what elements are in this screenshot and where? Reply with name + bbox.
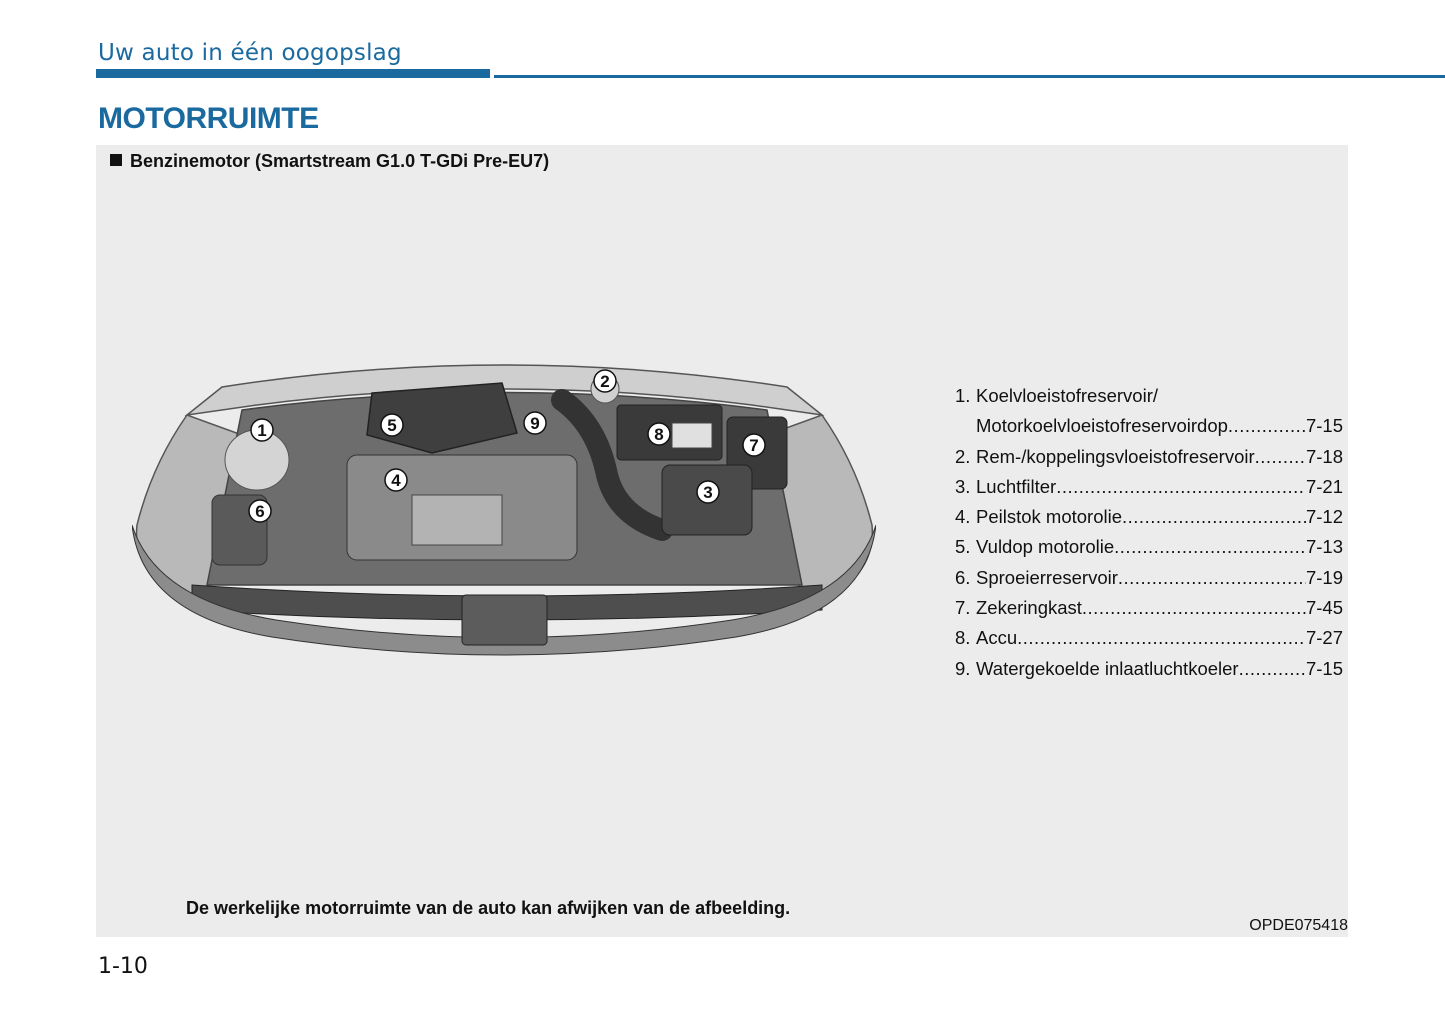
- callout-2: [594, 370, 616, 392]
- legend-page-ref: 7-13: [1305, 536, 1343, 558]
- legend-item: [955, 442, 1343, 472]
- section-title: MOTORRUIMTE: [98, 102, 319, 135]
- legend-item: [955, 563, 1343, 593]
- legend-number: 7.: [955, 597, 971, 619]
- legend-page-ref: 7-15: [1305, 415, 1343, 437]
- legend-label: Sproeierreservoir: [976, 566, 1118, 588]
- square-bullet-icon: [110, 154, 122, 166]
- subheading-text: Benzinemotor (Smartstream G1.0 T-GDi Pre-EU7): [130, 151, 550, 171]
- legend-page-ref: 7-21: [1305, 475, 1343, 497]
- engine-bay-illustration: [132, 355, 876, 665]
- leader-dots: [1228, 411, 1306, 441]
- legend-item: [955, 593, 1343, 623]
- legend-page-ref: 7-15: [1305, 657, 1343, 679]
- legend-page-ref: 7-27: [1305, 627, 1343, 649]
- leader-dots: [1017, 623, 1306, 653]
- legend-number: 3.: [955, 475, 971, 497]
- svg-text:7: 7: [749, 436, 759, 455]
- legend-number: 8.: [955, 627, 971, 649]
- callout-5: [381, 414, 403, 436]
- legend-page-ref: 7-12: [1305, 506, 1343, 528]
- callout-9: [524, 412, 546, 434]
- legend-page-ref: 7-19: [1305, 566, 1343, 588]
- legend-item: [955, 654, 1343, 684]
- legend-item: [955, 381, 1343, 442]
- svg-text:5: 5: [387, 416, 397, 435]
- svg-text:1: 1: [257, 421, 267, 440]
- leader-dots: [1255, 442, 1306, 472]
- legend-number: 1.: [955, 385, 971, 406]
- header-rule-thin: [494, 75, 1445, 78]
- leader-dots: [1056, 472, 1306, 502]
- legend-number: 9.: [955, 657, 971, 679]
- legend-number: 6.: [955, 566, 971, 588]
- legend-number: 2.: [955, 445, 971, 467]
- legend-label: Rem-/koppelingsvloeistofreservoir: [976, 445, 1255, 467]
- legend-label: Motorkoelvloeistofreservoirdop: [976, 415, 1228, 437]
- callout-1: [251, 419, 273, 441]
- leader-dots: [1122, 502, 1306, 532]
- callout-3: [697, 481, 719, 503]
- legend-list: [955, 381, 1343, 684]
- svg-text:9: 9: [530, 414, 540, 433]
- legend-label: Accu: [976, 627, 1018, 649]
- legend-label: Peilstok motorolie: [976, 506, 1123, 528]
- figure-subheading: [110, 151, 549, 172]
- svg-text:8: 8: [654, 425, 664, 444]
- svg-text:6: 6: [255, 502, 265, 521]
- legend-label: Luchtfilter: [976, 475, 1057, 497]
- legend-label: Koelvloeistofreservoir/: [976, 385, 1158, 406]
- legend-label: Watergekoelde inlaatluchtkoeler: [976, 657, 1239, 679]
- svg-text:4: 4: [391, 471, 401, 490]
- legend-page-ref: 7-45: [1305, 597, 1343, 619]
- svg-text:3: 3: [703, 483, 713, 502]
- legend-item: [955, 532, 1343, 562]
- leader-dots: [1114, 532, 1306, 562]
- callout-7: [743, 434, 765, 456]
- legend-label: Vuldop motorolie: [976, 536, 1115, 558]
- leader-dots: [1118, 563, 1306, 593]
- svg-text:2: 2: [600, 372, 610, 391]
- legend-label: Zekeringkast: [976, 597, 1082, 619]
- chapter-title: Uw auto in één oogopslag: [98, 40, 402, 66]
- legend-page-ref: 7-18: [1305, 445, 1343, 467]
- figure-note: De werkelijke motorruimte van de auto kan afwijken van de afbeelding.: [186, 898, 791, 918]
- legend-item: [955, 472, 1343, 502]
- callout-6: [249, 500, 271, 522]
- legend-item: [955, 623, 1343, 653]
- legend-item: [955, 502, 1343, 532]
- legend-number: 4.: [955, 506, 971, 528]
- leader-dots: [1082, 593, 1306, 623]
- callout-8: [648, 423, 670, 445]
- figure-code: OPDE075418: [1249, 917, 1348, 934]
- legend-number: 5.: [955, 536, 971, 558]
- leader-dots: [1239, 654, 1306, 684]
- callout-4: [385, 469, 407, 491]
- page-number: 1-10: [98, 954, 148, 979]
- header-rule-thick: [96, 69, 490, 78]
